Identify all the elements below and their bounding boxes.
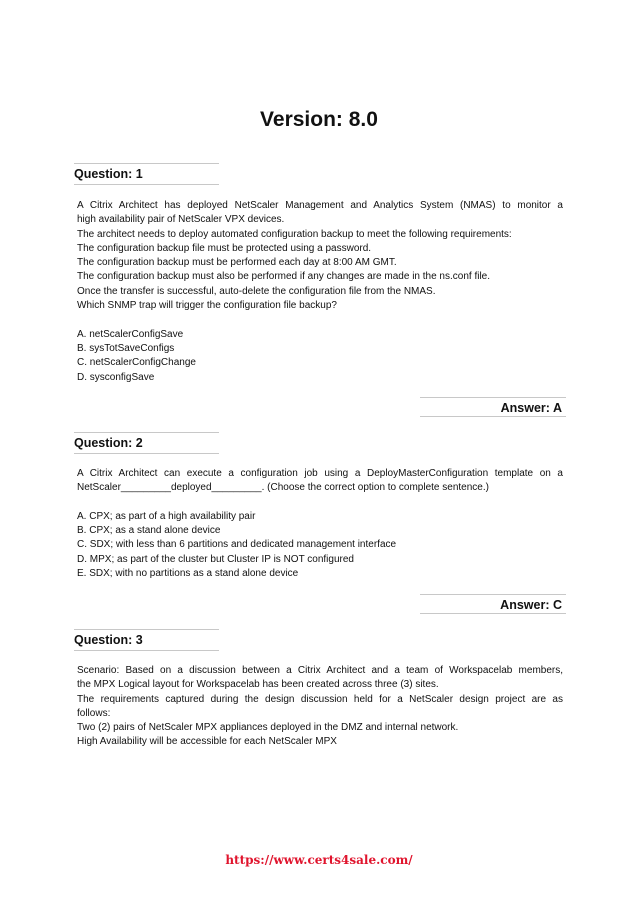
question-3-heading: Question: 3 — [74, 629, 219, 651]
question-text-line: The configuration backup must be performed each day at 8:00 AM GMT. — [77, 257, 397, 269]
question-text-line: High Availability will be accessible for each NetScaler MPX — [77, 736, 337, 748]
answer-option: A. CPX; as part of a high availability pair — [77, 510, 256, 522]
question-text-line: The configuration backup file must be protected using a password. — [77, 242, 372, 254]
answer-option: C. netScalerConfigChange — [77, 357, 196, 369]
answer-option: B. sysTotSaveConfigs — [77, 342, 175, 354]
question-text-line: Scenario: Based on a discussion between a Citrix Architect and a team of Workspacelab members, — [77, 665, 563, 676]
question-text-line: the MPX Logical layout for Workspacelab has been created across three (3) sites. — [77, 679, 439, 691]
question-text-line: A Citrix Architect can execute a configuration job using a DeployMasterConfiguration template on a — [77, 468, 563, 479]
question-text-line: The architect needs to deploy automated configuration backup to meet the following requirements: — [77, 228, 512, 240]
question-1-heading: Question: 1 — [74, 163, 219, 185]
question-text-line: The configuration backup must also be performed if any changes are made in the ns.conf file. — [77, 271, 491, 283]
footer-link[interactable]: https://www.certs4sale.com/ — [225, 853, 413, 867]
question-1-answer: Answer: A — [420, 397, 566, 417]
question-text-line: Once the transfer is successful, auto-delete the configuration file from the NMAS. — [77, 285, 436, 297]
question-2-answer: Answer: C — [420, 594, 566, 614]
question-text-line: NetScaler_________deployed_________. (Choose the correct option to complete sentence.) — [77, 482, 489, 494]
answer-option: A. netScalerConfigSave — [77, 328, 184, 340]
answer-option: D. sysconfigSave — [77, 371, 155, 383]
question-text-line: Two (2) pairs of NetScaler MPX appliances deployed in the DMZ and internal network. — [77, 722, 459, 734]
question-1-body — [77, 199, 563, 385]
question-3-body — [77, 664, 563, 750]
question-text-line: follows: — [77, 707, 111, 719]
question-2-body — [77, 467, 563, 581]
question-text-line: Which SNMP trap will trigger the configuration file backup? — [77, 300, 337, 312]
question-text-line: The requirements captured during the design discussion held for a NetScaler design project are as — [77, 693, 563, 705]
question-2-heading: Question: 2 — [74, 432, 219, 454]
answer-option: E. SDX; with no partitions as a stand alone device — [77, 568, 299, 580]
version-title: Version: 8.0 — [260, 108, 378, 131]
question-text-line: A Citrix Architect has deployed NetScaler Management and Analytics System (NMAS) to monitor a — [77, 200, 563, 211]
answer-option: C. SDX; with less than 6 partitions and dedicated management interface — [77, 539, 397, 551]
answer-option: D. MPX; as part of the cluster but Cluster IP is NOT configured — [77, 553, 354, 565]
answer-option: B. CPX; as a stand alone device — [77, 525, 221, 537]
question-text-line: high availability pair of NetScaler VPX devices. — [77, 214, 285, 226]
